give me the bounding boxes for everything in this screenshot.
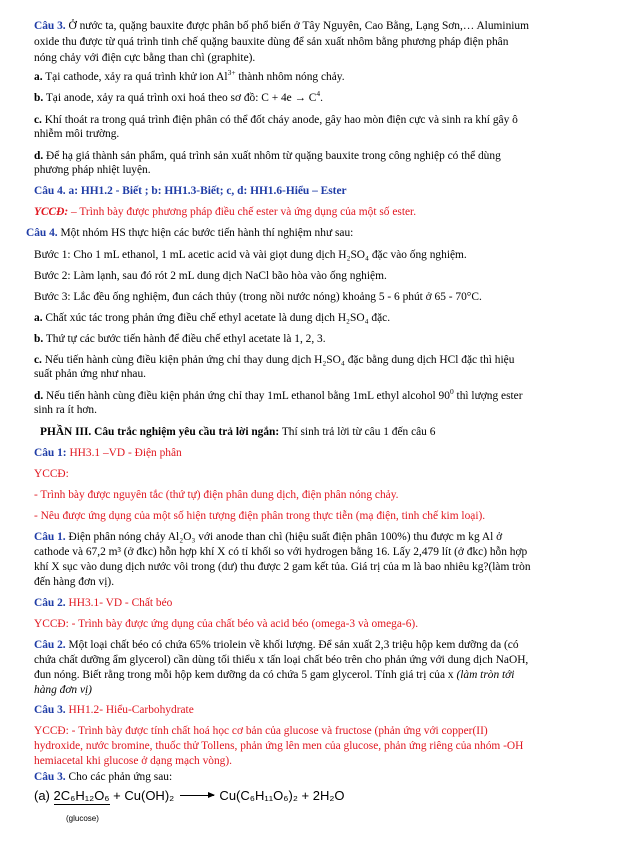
c3-stem-line-3: nóng chảy với điện cực bằng than chì (graphite). — [34, 52, 256, 64]
option-text: Tại cathode, xảy ra quá trình khử ion Al — [42, 71, 228, 83]
c3-stem-text: Ở nước ta, quặng bauxite được phân bố phổ biến ở Tây Nguyên, Cao Bằng, Lạng Sơn,… Aluminium — [68, 20, 529, 32]
option-text: thành nhôm nóng chảy. — [235, 71, 345, 83]
q2-line-2: chứa chất dưỡng ẩm glycerol) cần dùng tối thiểu x tấn loại chất béo trên cho phản ứng với dung dịch NaOH, — [34, 654, 529, 666]
q2-rounding-note: (làm tròn tới — [453, 669, 515, 681]
option-label: c. — [34, 114, 42, 126]
c4-stem-text: Một nhóm HS thực hiện các bước tiến hành thí nghiệm như sau: — [57, 227, 354, 239]
q2-heading — [34, 596, 611, 612]
reactant-copper-hydroxide: + Cu(OH)₂ — [109, 788, 178, 803]
q2-head-label: Câu 2. — [34, 597, 66, 609]
part3-heading — [40, 425, 611, 441]
c4-option-d-line-2: sinh ra ít hơn. — [34, 404, 97, 416]
c3-stem-line-1 — [34, 19, 611, 35]
option-text: Khí thoát ra trong quá trình điện phân có thể đốt cháy anode, gây hao mòn điện cực và sinh ra khí gây ô — [41, 114, 518, 126]
option-label: c. — [34, 354, 42, 366]
yccd-text: – Trình bày được phương pháp điều chế ester và ứng dụng của một số ester. — [68, 206, 417, 218]
q2-label: Câu 2. — [34, 639, 66, 651]
superscript: 0 — [449, 387, 454, 397]
c4-step-3: Bước 3: Lắc đều ống nghiệm, đun cách thủy (trong nồi nước nóng) khoảng 5 - 6 phút ở 65 - 70°C. — [34, 291, 482, 303]
q3-label: Câu 3. — [34, 771, 66, 783]
option-label: b. — [34, 333, 44, 345]
q1-yccd-label: YCCĐ: — [34, 468, 69, 480]
q2-head-text: HH3.1- VD - Chất béo — [65, 597, 173, 609]
c4-option-c-line-2: suất phản ứng như nhau. — [34, 368, 146, 380]
q3-yccd-2: hydroxide, nước bromine, thuốc thử Tollens, phản ứng lên men của glucose, phản ứng riêng của nhóm -OH — [34, 740, 524, 752]
yccd-label: YCCĐ: — [34, 206, 69, 218]
q1-text: Điện phân nóng chảy Al₂O₃ với anode than chì (hiệu suất điện phân 100%) thu được m kg Al ở — [65, 531, 503, 543]
c4-option-a — [34, 311, 611, 327]
option-text: Tại anode, xảy ra quá trình oxi hoá theo sơ đồ: C + 4e → C — [43, 92, 317, 104]
q3-stem-text: Cho các phản ứng sau: — [65, 771, 173, 783]
c4-step-1: Bước 1: Cho 1 mL ethanol, 1 mL acetic acid và vài giọt dung dịch H₂SO₄ đặc vào ống nghiệm. — [34, 249, 467, 261]
reaction-products: Cu(C₆H₁₁O₆)₂ + 2H₂O — [215, 788, 345, 803]
superscript: 4 — [316, 89, 321, 99]
c3-option-b — [34, 91, 611, 107]
c3-option-c-line-2: nhiễm môi trường. — [34, 128, 120, 140]
q2-text: đun nóng. Biết rằng trong mỗi hộp kem dưỡng da có chứa 5 gam glycerol. Tính giá trị của x — [34, 669, 454, 681]
q1-label: Câu 1. — [34, 531, 66, 543]
q2-text: Một loại chất béo có chứa 65% triolein về khối lượng. Để sản xuất 2,3 triệu hộp kem dưỡng da (có — [65, 639, 519, 651]
q2-line-3 — [34, 668, 611, 684]
q1-line-3: khí X sục vào dung dịch nước vôi trong (dư) thu được 2 gam kết tủa. Giá trị của m là bao nhiêu kg?(làm tròn — [34, 561, 531, 573]
part3-title: PHẦN III. Câu trắc nghiệm yêu cầu trả lời ngắn: — [40, 426, 280, 438]
q1-heading — [34, 446, 611, 462]
reaction-equation — [34, 788, 345, 805]
option-label: a. — [34, 71, 43, 83]
option-label: d. — [34, 390, 44, 402]
q3-heading — [34, 703, 611, 719]
option-text: Nếu tiến hành cùng điều kiện phản ứng chỉ thay dung dịch H₂SO₄ đặc bằng dung dịch HCl đặc thì hiệu — [41, 354, 515, 366]
q2-line-4: hàng đơn vị) — [34, 684, 92, 696]
q1-head-text: HH3.1 –VD - Điện phân — [66, 447, 182, 459]
q3-yccd-1: YCCĐ: - Trình bày được tính chất hoá học cơ bản của glucose và fructose (phản ứng với copper(II) — [34, 725, 488, 737]
part3-instructions: Thí sinh trả lời từ câu 1 đến câu 6 — [279, 426, 436, 438]
glucose-formula: 2C₆H₁₂O₆ — [53, 788, 110, 803]
q1-yccd-2: - Nêu được ứng dụng của một số hiện tượng điện phân trong thực tiễn (mạ điện, tinh chế kim loại). — [34, 510, 486, 522]
c3-stem-line-2: oxide thu được từ quá trình tinh chế quặng bauxite dùng để sản xuất nhôm bằng phương pháp điện phân — [34, 36, 509, 48]
option-text: Nếu tiến hành cùng điều kiện phản ứng chỉ thay 1mL ethanol bằng 1mL ethyl alcohol 90 — [43, 390, 450, 402]
c3-label: Câu 3. — [34, 20, 66, 32]
q1-line-1 — [34, 530, 611, 546]
q2-yccd: YCCĐ: - Trình bày được ứng dụng của chất béo và acid béo (omega-3 và omega-6). — [34, 618, 419, 630]
option-text: Thứ tự các bước tiến hành để điều chế ethyl acetate là 1, 2, 3. — [43, 333, 326, 345]
c4-option-b — [34, 332, 611, 348]
option-text: Để hạ giá thành sản phẩm, quá trình sản xuất nhôm từ quặng bauxite trong công nghiệp có thể dùng — [43, 150, 501, 162]
reaction-arrow-icon — [180, 795, 214, 796]
q1-head-label: Câu 1: — [34, 447, 67, 459]
option-label: a. — [34, 312, 43, 324]
c4-yccd — [34, 205, 611, 221]
option-text: thì lượng ester — [453, 390, 523, 402]
option-text: . — [320, 92, 324, 104]
c4-stem — [26, 226, 611, 242]
option-label: d. — [34, 150, 44, 162]
q1-yccd-1: - Trình bày được nguyên tắc (thứ tự) điện phân dung dịch, điện phân nóng chảy. — [34, 489, 399, 501]
c4-step-2: Bước 2: Làm lạnh, sau đó rót 2 mL dung dịch NaCl bão hòa vào ống nghiệm. — [34, 270, 387, 282]
superscript: 3+ — [227, 68, 236, 78]
equation-label: (a) — [34, 788, 50, 803]
c4-label: Câu 4. — [26, 227, 58, 239]
c3-option-a — [34, 70, 611, 86]
q3-head-text: HH1.2- Hiểu-Carbohydrate — [65, 704, 194, 716]
option-text: Chất xúc tác trong phản ứng điều chế ethyl acetate là dung dịch H₂SO₄ đặc. — [42, 312, 391, 324]
glucose-underbrace-label: (glucose) — [66, 814, 99, 823]
q3-stem — [34, 770, 611, 786]
q1-line-4: đến hàng đơn vị). — [34, 576, 115, 588]
c3-option-d-line-2: phương pháp nhiệt luyện. — [34, 164, 151, 176]
option-label: b. — [34, 92, 44, 104]
q1-line-2: cathode và 67,2 m³ (ở đkc) hỗn hợp khí X có tỉ khối so với hydrogen bằng 16. Lấy 2,479 lít (ở đkc) hỗn hợp — [34, 546, 528, 558]
c4-heading: Câu 4. a: HH1.2 - Biết ; b: HH1.3-Biết; c, d: HH1.6-Hiểu – Ester — [34, 185, 347, 197]
q2-line-1 — [34, 638, 611, 654]
q3-head-label: Câu 3. — [34, 704, 66, 716]
q3-yccd-3: hemiacetal khi glucose ở dạng mạch vòng). — [34, 755, 233, 767]
